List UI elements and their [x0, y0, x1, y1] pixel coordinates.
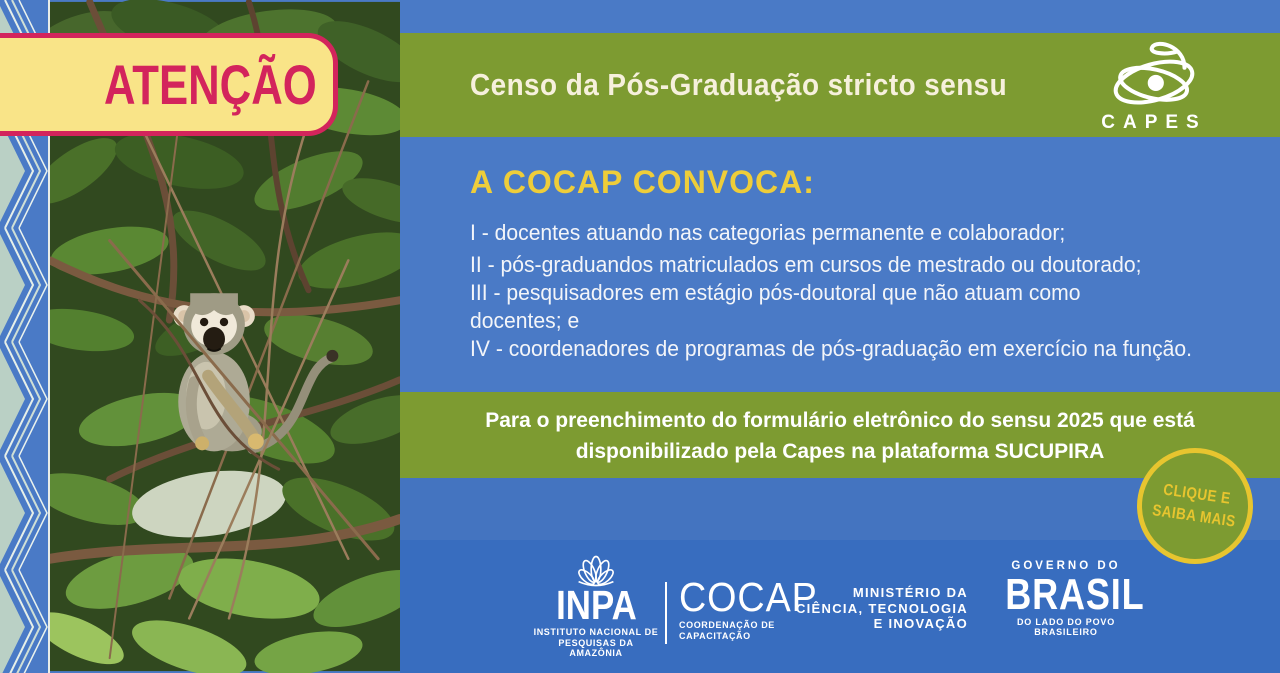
governo-tagline: DO LADO DO POVO BRASILEIRO [1016, 617, 1115, 637]
inpa-label: INPA [555, 582, 637, 628]
convocation-heading: A COCAP CONVOCA: [470, 164, 815, 200]
governo-brasil-logo [990, 560, 1145, 637]
footer-logos [400, 540, 1280, 673]
list-item-3: III - pesquisadores em estágio pós-doutoral que não atuam como [470, 280, 1081, 305]
convocation-list [470, 219, 1270, 363]
ministry-logo [786, 585, 968, 632]
header-band [400, 33, 1280, 137]
cocap-label: COCAP [679, 574, 818, 620]
ministry-line-1: MINISTÉRIO DA [852, 585, 968, 600]
list-item-4: IV - coordenadores de programas de pós-graduação em exercício na função. [470, 336, 1193, 361]
inpa-logo [533, 554, 659, 659]
cta-line-2: SAIBA MAIS [1150, 502, 1237, 531]
cta-line-1: CLIQUE E [1161, 481, 1232, 508]
attention-badge-label: ATENÇÃO [104, 53, 317, 116]
instruction-line-1: Para o preenchimento do formulário eletrônico do sensu 2025 que está [485, 409, 1195, 432]
capes-label: CAPES [1101, 112, 1207, 133]
list-item-1: I - docentes atuando nas categorias permanente e colaborador; [470, 220, 1066, 245]
instruction-band [400, 392, 1280, 478]
click-learn-more-button[interactable] [1137, 448, 1253, 564]
capes-orbit-icon [1092, 39, 1216, 109]
capes-logo [1084, 39, 1224, 134]
logo-divider [665, 582, 667, 644]
governo-do-label: GOVERNO DO [1011, 560, 1121, 572]
click-learn-more-label [1143, 477, 1247, 534]
attention-badge [0, 33, 338, 136]
ministry-line-3: E INOVAÇÃO [873, 616, 968, 631]
instruction-line-2: disponibilizado pela Capes na plataforma SUCUPIRA [575, 440, 1105, 463]
list-item-3-cont: docentes; e [470, 308, 580, 333]
inpa-caption-2: PESQUISAS DA AMAZÔNIA [558, 637, 634, 658]
list-item-2: II - pós-graduandos matriculados em cursos de mestrado ou doutorado; [470, 252, 1142, 277]
cocap-caption-2: CAPACITAÇÃO [679, 630, 751, 641]
page-title: Censo da Pós-Graduação stricto sensu [470, 67, 1008, 102]
ministry-line-2: CIÊNCIA, TECNOLOGIA [795, 600, 968, 616]
inpa-caption-1: INSTITUTO NACIONAL DE [533, 627, 659, 637]
content-column [400, 0, 1280, 673]
brasil-label: BRASIL [1005, 570, 1145, 619]
cocap-caption-1: COORDENAÇÃO DE [679, 620, 775, 630]
